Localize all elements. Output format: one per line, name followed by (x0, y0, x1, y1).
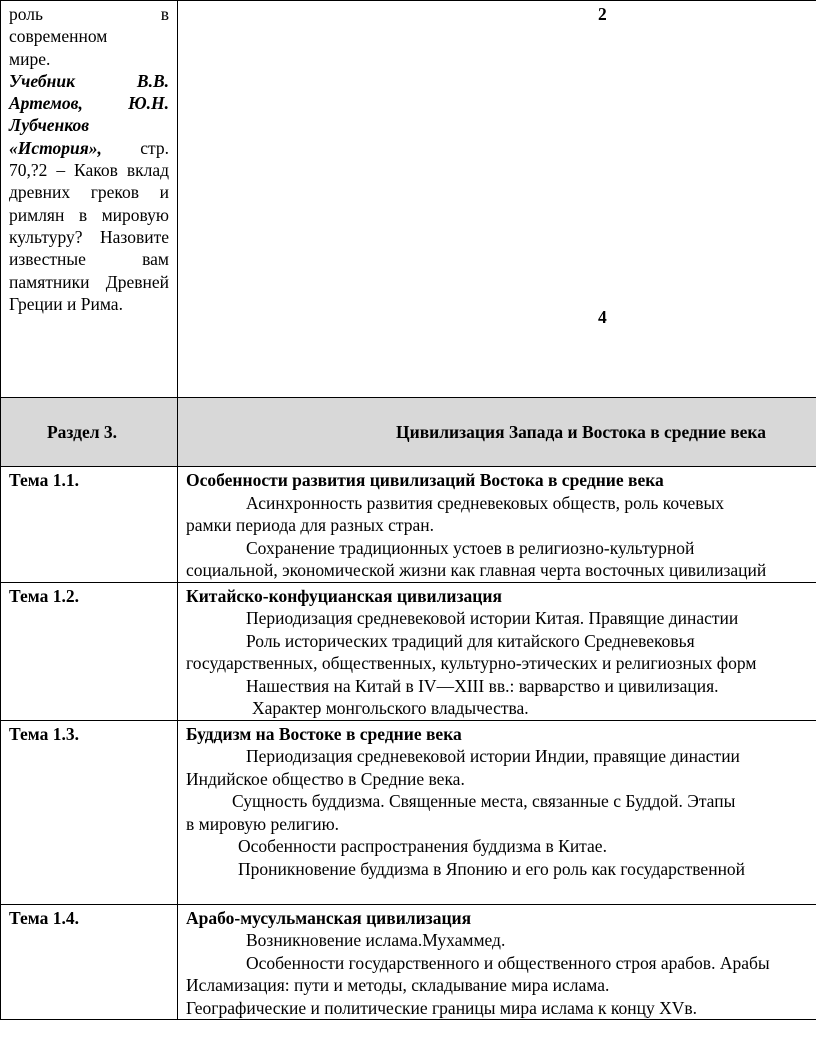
assignment-text (1, 1, 177, 315)
question-text: стр. 70,?2 – Каков вклад древних греков и римлян в мировую культуру? Назовите известные вам памятники Древней Греции и Рима. (9, 137, 169, 314)
topic-title: Особенности развития цивилизаций Востока в средние века (186, 470, 664, 490)
topic-line: Индийское общество в Средние века. (186, 768, 465, 789)
topic-line: рамки периода для разных стран. (186, 515, 434, 535)
topic-line: Особенности государственного и общественного строя арабов. Арабы (246, 952, 770, 973)
table-row (1, 582, 816, 720)
topic-content (178, 720, 816, 904)
table-row (1, 1, 816, 398)
topic-content (178, 904, 816, 1020)
topic-title: Китайско-конфуцианская цивилизация (186, 585, 502, 606)
section-title: Цивилизация Запада и Востока в средние века (178, 398, 816, 467)
topic-line: Сохранение традиционных устоев в религиозно-культурной (246, 537, 695, 558)
section-row (1, 398, 816, 467)
topic-line: в мировую религию. (186, 813, 340, 834)
topic-content (178, 582, 816, 720)
topic-content (178, 467, 816, 583)
topic-label: Тема 1.2. (1, 582, 178, 720)
hours-value: 2 (598, 4, 607, 24)
text-word: роль (9, 4, 43, 24)
topic-line: Периодизация средневековой истории Индии, правящие династии (246, 746, 740, 766)
topic-line: социальной, экономической жизни как главная черта восточных цивилизаций (186, 560, 767, 580)
topic-line: Периодизация средневековой истории Китая. Правящие династии (246, 608, 739, 628)
table-row (1, 904, 816, 1020)
topic-line: Особенности распространения буддизма в Китае. (238, 836, 607, 856)
topic-line: Характер монгольского владычества. (252, 698, 529, 718)
topic-line: Сущность буддизма. Священные места, связанные с Буддой. Этапы (232, 791, 736, 811)
topic-line: государственных, общественных, культурно-этических и религиозных форм (186, 653, 757, 673)
topic-line: Нашествия на Китай в IV—XIII вв.: варварство и цивилизация. (246, 675, 719, 696)
topic-title: Буддизм на Востоке в средние века (186, 723, 462, 744)
hours-value: 4 (598, 307, 607, 327)
text-line (9, 3, 169, 25)
topic-line: Географические и политические границы мира ислама к концу XVв. (186, 997, 697, 1018)
text-line: мире. (9, 48, 51, 69)
textbook-reference: Учебник В.В. Артемов, Ю.Н. Лубченков «История», (9, 70, 169, 158)
text-word: в (160, 4, 169, 24)
table-row (1, 467, 816, 583)
topic-label: Тема 1.3. (1, 720, 178, 904)
hours-cell (178, 1, 816, 398)
topic-title: Арабо-мусульманская цивилизация (186, 907, 472, 928)
topic-line: Возникновение ислама.Мухаммед. (246, 930, 506, 950)
topic-label: Тема 1.4. (1, 904, 178, 1020)
table-row (1, 720, 816, 904)
topic-line: Асинхронность развития средневековых обществ, роль кочевых (246, 492, 725, 513)
section-label: Раздел 3. (1, 398, 178, 467)
topic-line: Роль исторических традиций для китайского Средневековья (246, 630, 695, 651)
topic-line: Исламизация: пути и методы, складывание мира ислама. (186, 975, 610, 995)
text-line: современном (9, 26, 108, 47)
topic-label: Тема 1.1. (1, 467, 178, 583)
topic-line: Проникновение буддизма в Японию и его роль как государственной (238, 858, 746, 879)
left-cell (1, 1, 178, 398)
